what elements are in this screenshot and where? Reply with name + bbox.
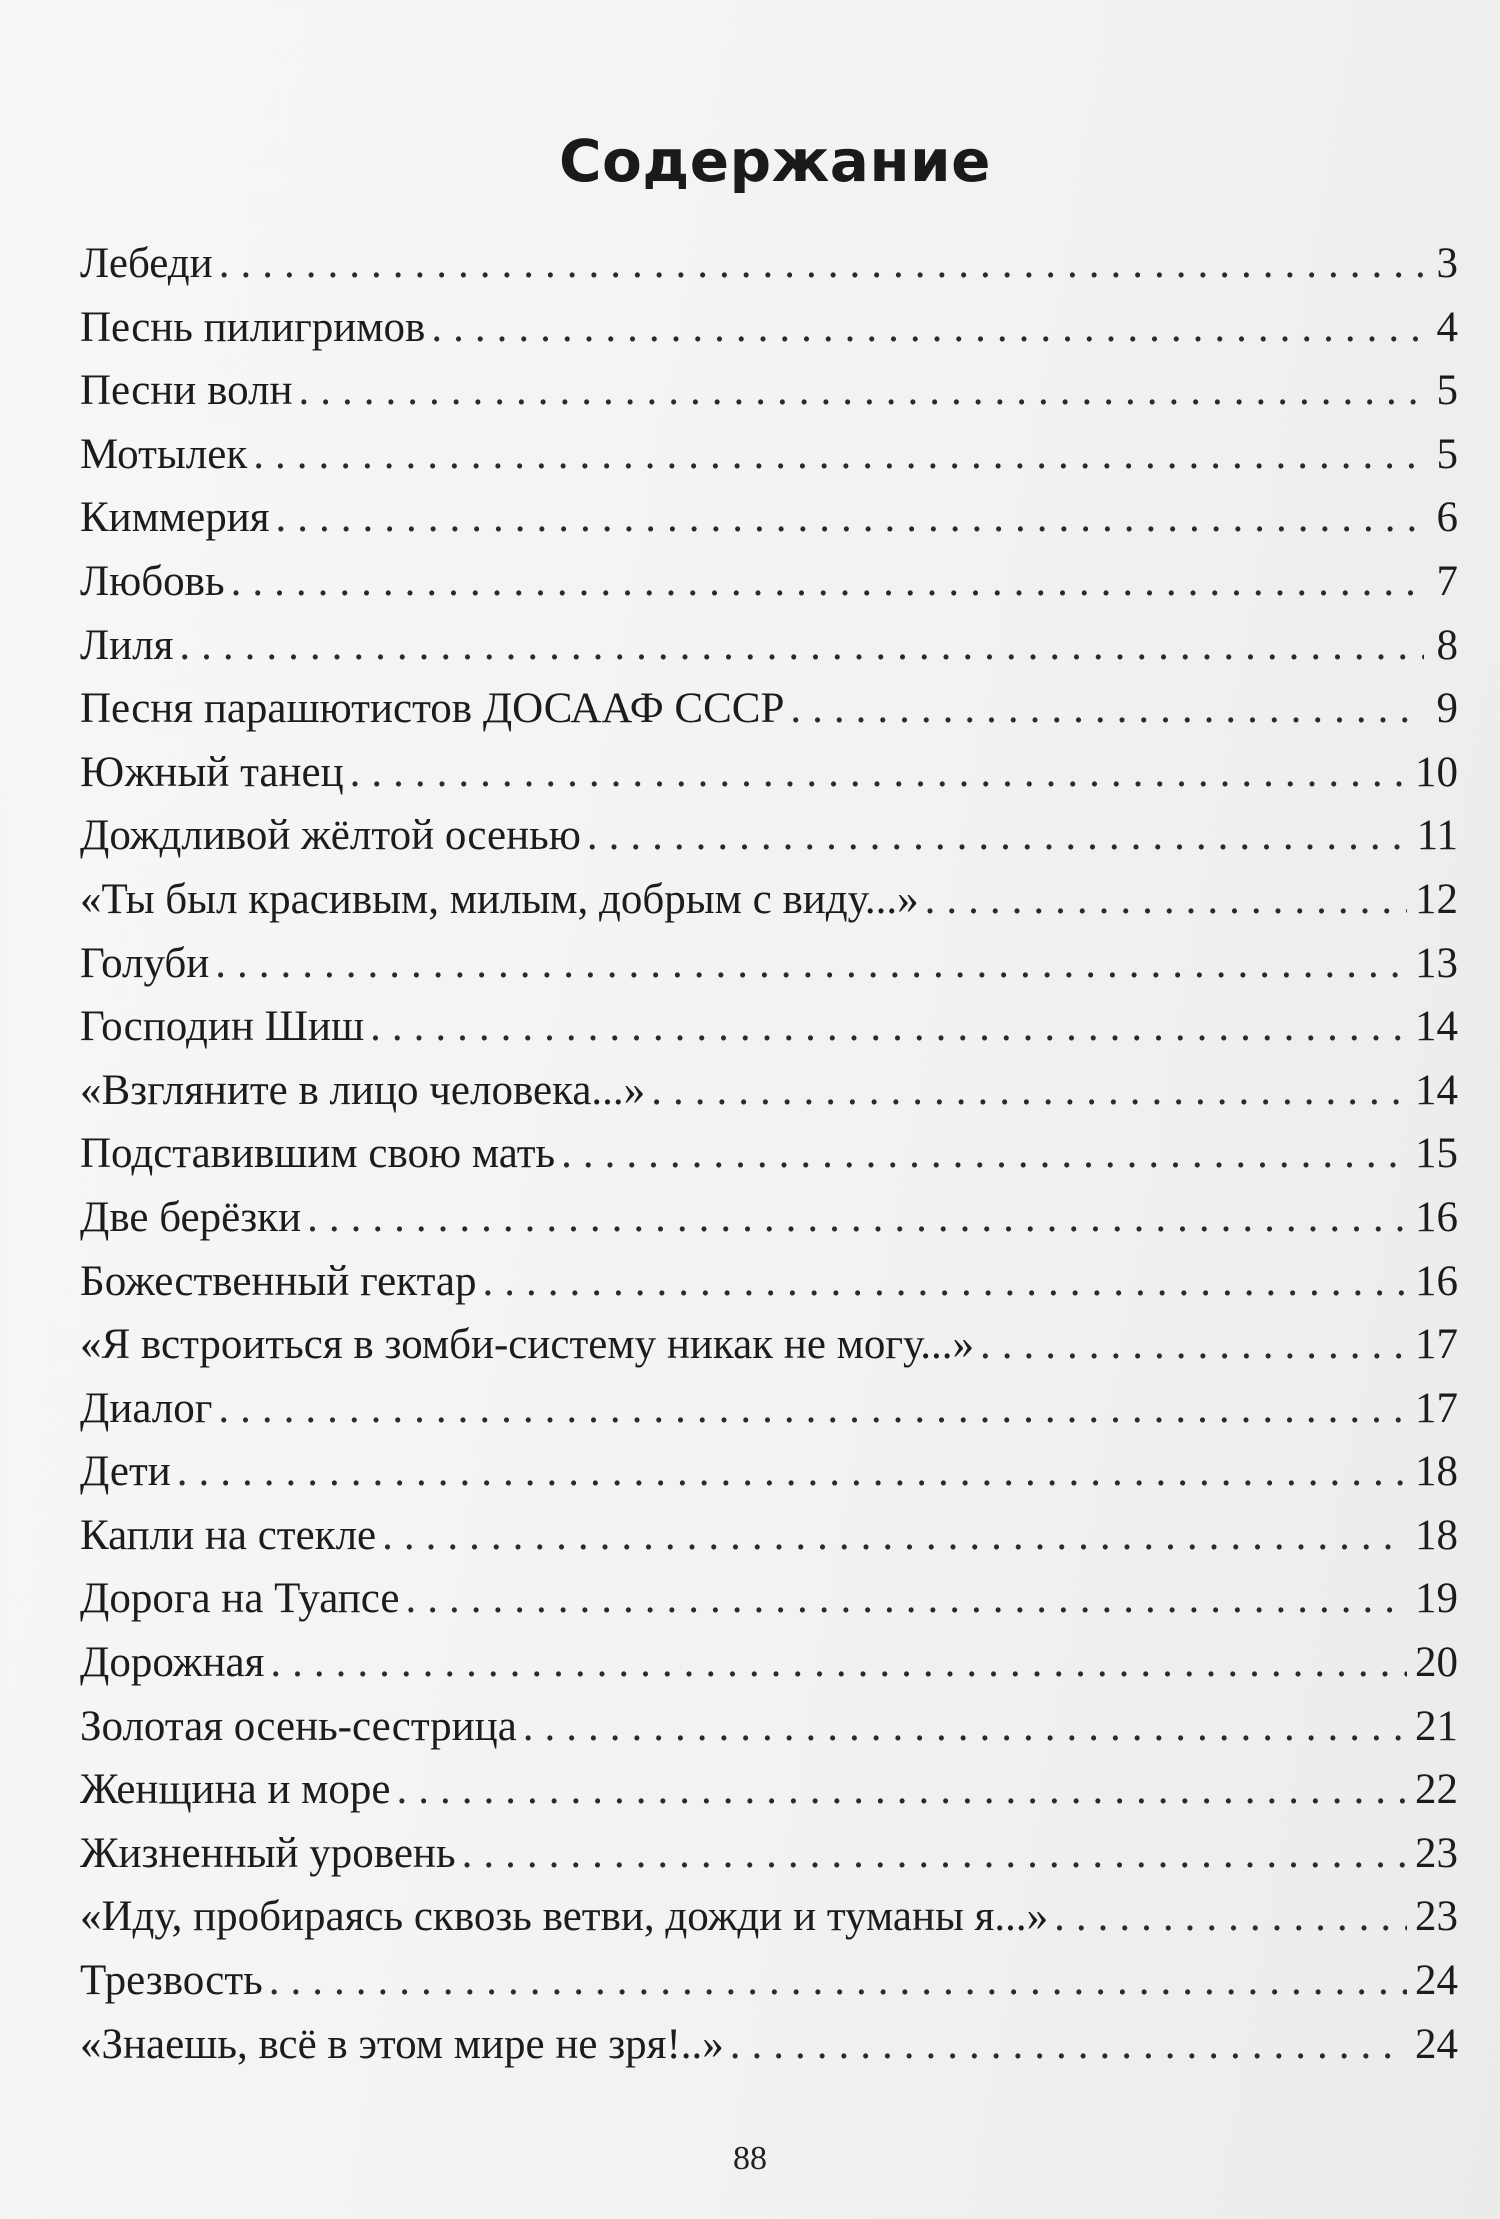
toc-entry-page: 3 [1436,240,1458,287]
toc-entry [80,1758,1458,1822]
dot-leader [523,1695,1407,1759]
toc-entry-page: 8 [1436,621,1458,669]
toc-entry-page: 23 [1415,1893,1458,1941]
toc-entry-page: 11 [1416,812,1458,860]
toc-entry [80,1122,1458,1186]
dot-leader [462,1822,1407,1886]
toc-entry [80,1440,1458,1504]
dot-leader [269,1949,1407,2013]
dot-leader [561,1122,1407,1186]
toc-entry-title: Дорожная [80,1639,265,1687]
toc-entry-title: «Я встроиться в зомби-систему никак не могу...» [80,1321,974,1369]
toc-entry-page: 22 [1415,1766,1458,1814]
toc-entry-page: 9 [1436,685,1458,733]
dot-leader [405,1567,1407,1631]
toc-entry-title: Господин Шиш [80,1003,365,1051]
toc-entry-page: 5 [1436,367,1458,415]
toc-entry-title: «Иду, пробираясь сквозь ветви, дожди и туманы я...» [80,1893,1049,1941]
toc-entry [80,232,1458,296]
toc-entry-title: Божественный гектар [80,1257,477,1305]
toc-entry [80,741,1458,805]
toc-entry-title: Жизненный уровень [80,1829,456,1877]
toc-entry [80,486,1458,550]
dot-leader [925,868,1407,932]
dot-leader [730,2013,1407,2077]
toc-entry-page: 21 [1415,1702,1458,1750]
toc-entry-page: 17 [1415,1321,1458,1369]
dot-leader [231,550,1424,614]
toc-entry [80,1059,1458,1123]
page-title: Содержание [558,126,991,195]
toc-entry-page: 17 [1415,1384,1458,1432]
toc-entry-title: Лиля [80,621,174,669]
dot-leader [307,1186,1407,1250]
dot-leader [587,804,1409,868]
toc-entry [80,932,1458,996]
toc-entry [80,1695,1458,1759]
dot-leader [177,1440,1407,1504]
dot-leader [179,614,1424,678]
dot-leader [1054,1885,1407,1949]
toc-entry-title: Трезвость [80,1957,263,2005]
toc-entry-title: Мотылек [80,430,248,478]
dot-leader [215,932,1407,996]
toc-entry [80,2013,1458,2077]
dot-leader [298,359,1424,423]
toc-entry [80,1885,1458,1949]
toc-entry-title: Женщина и море [80,1766,391,1814]
toc-entry-title: Дорога на Туапсе [80,1575,400,1623]
dot-leader [370,995,1407,1059]
dot-leader [253,423,1424,487]
toc-entry-title: Лебеди [80,240,213,287]
dot-leader [218,1377,1407,1441]
toc-entry [80,1250,1458,1314]
toc-entry [80,804,1458,868]
dot-leader [651,1059,1407,1123]
toc-entry-title: Песнь пилигримов [80,303,426,351]
toc-entry-title: Капли на стекле [80,1511,377,1559]
toc-entry-page: 24 [1415,2020,1458,2068]
toc-entry-page: 14 [1415,1003,1458,1051]
toc-entry [80,1822,1458,1886]
dot-leader [431,296,1424,360]
toc-entry [80,1313,1458,1377]
toc-entry [80,1504,1458,1568]
toc-entry-title: Голуби [80,939,210,987]
toc-entry-page: 18 [1415,1511,1458,1559]
toc-entry [80,1949,1458,2013]
toc-entry-page: 12 [1415,875,1458,923]
toc-entry-title: Песня парашютистов ДОСААФ СССР [80,685,785,733]
toc-entry-page: 4 [1436,303,1458,351]
toc-entry-page: 20 [1415,1639,1458,1687]
dot-leader [276,486,1425,550]
dot-leader [270,1631,1407,1695]
toc-entry [80,296,1458,360]
toc-entry-page: 18 [1415,1448,1458,1496]
toc-entry [80,1377,1458,1441]
toc-entry-page: 5 [1436,430,1458,478]
toc-entry-title: Подставившим свою мать [80,1130,556,1178]
toc-entry [80,677,1458,741]
toc-entry [80,995,1458,1059]
toc-entry-page: 7 [1436,557,1458,605]
dot-leader [790,677,1424,741]
toc-entry-page: 6 [1436,494,1458,542]
toc-entry-page: 23 [1415,1829,1458,1877]
toc-entry-page: 19 [1415,1575,1458,1623]
toc-entry-title: «Знаешь, всё в этом мире не зря!..» [80,2020,724,2068]
toc-entry-page: 15 [1415,1130,1458,1178]
dot-leader [980,1313,1407,1377]
toc-entry-title: Песни волн [80,367,293,415]
toc-entry-page: 10 [1415,748,1458,796]
toc-entry-title: «Взгляните в лицо человека...» [80,1066,646,1114]
toc-entry [80,359,1458,423]
toc-entry-title: Дождливой жёлтой осенью [80,812,581,860]
toc-entry [80,1186,1458,1250]
toc-entry [80,614,1458,678]
dot-leader [483,1250,1408,1314]
dot-leader [219,232,1424,296]
toc-entry-title: Дети [80,1448,171,1496]
toc-entry-page: 16 [1415,1257,1458,1305]
dot-leader [382,1504,1407,1568]
toc-entry [80,423,1458,487]
toc-entry-page: 14 [1415,1066,1458,1114]
page-number: 88 [733,2140,767,2177]
toc-entry-title: Киммерия [80,494,270,542]
dot-leader [396,1758,1407,1822]
toc-entry [80,1631,1458,1695]
toc-entry-page: 16 [1415,1193,1458,1241]
toc-entry [80,550,1458,614]
toc-entry [80,868,1458,932]
toc-entry [80,1567,1458,1631]
table-of-contents [80,232,1458,2076]
toc-entry-title: Диалог [80,1384,213,1432]
dot-leader [350,741,1407,805]
toc-entry-title: Любовь [80,557,225,605]
toc-entry-title: «Ты был красивым, милым, добрым с виду...» [80,875,919,923]
toc-entry-title: Южный танец [80,748,344,796]
toc-entry-title: Две берёзки [80,1193,302,1241]
toc-entry-page: 13 [1415,939,1458,987]
toc-entry-page: 24 [1415,1957,1458,2005]
toc-entry-title: Золотая осень-сестрица [80,1702,517,1750]
